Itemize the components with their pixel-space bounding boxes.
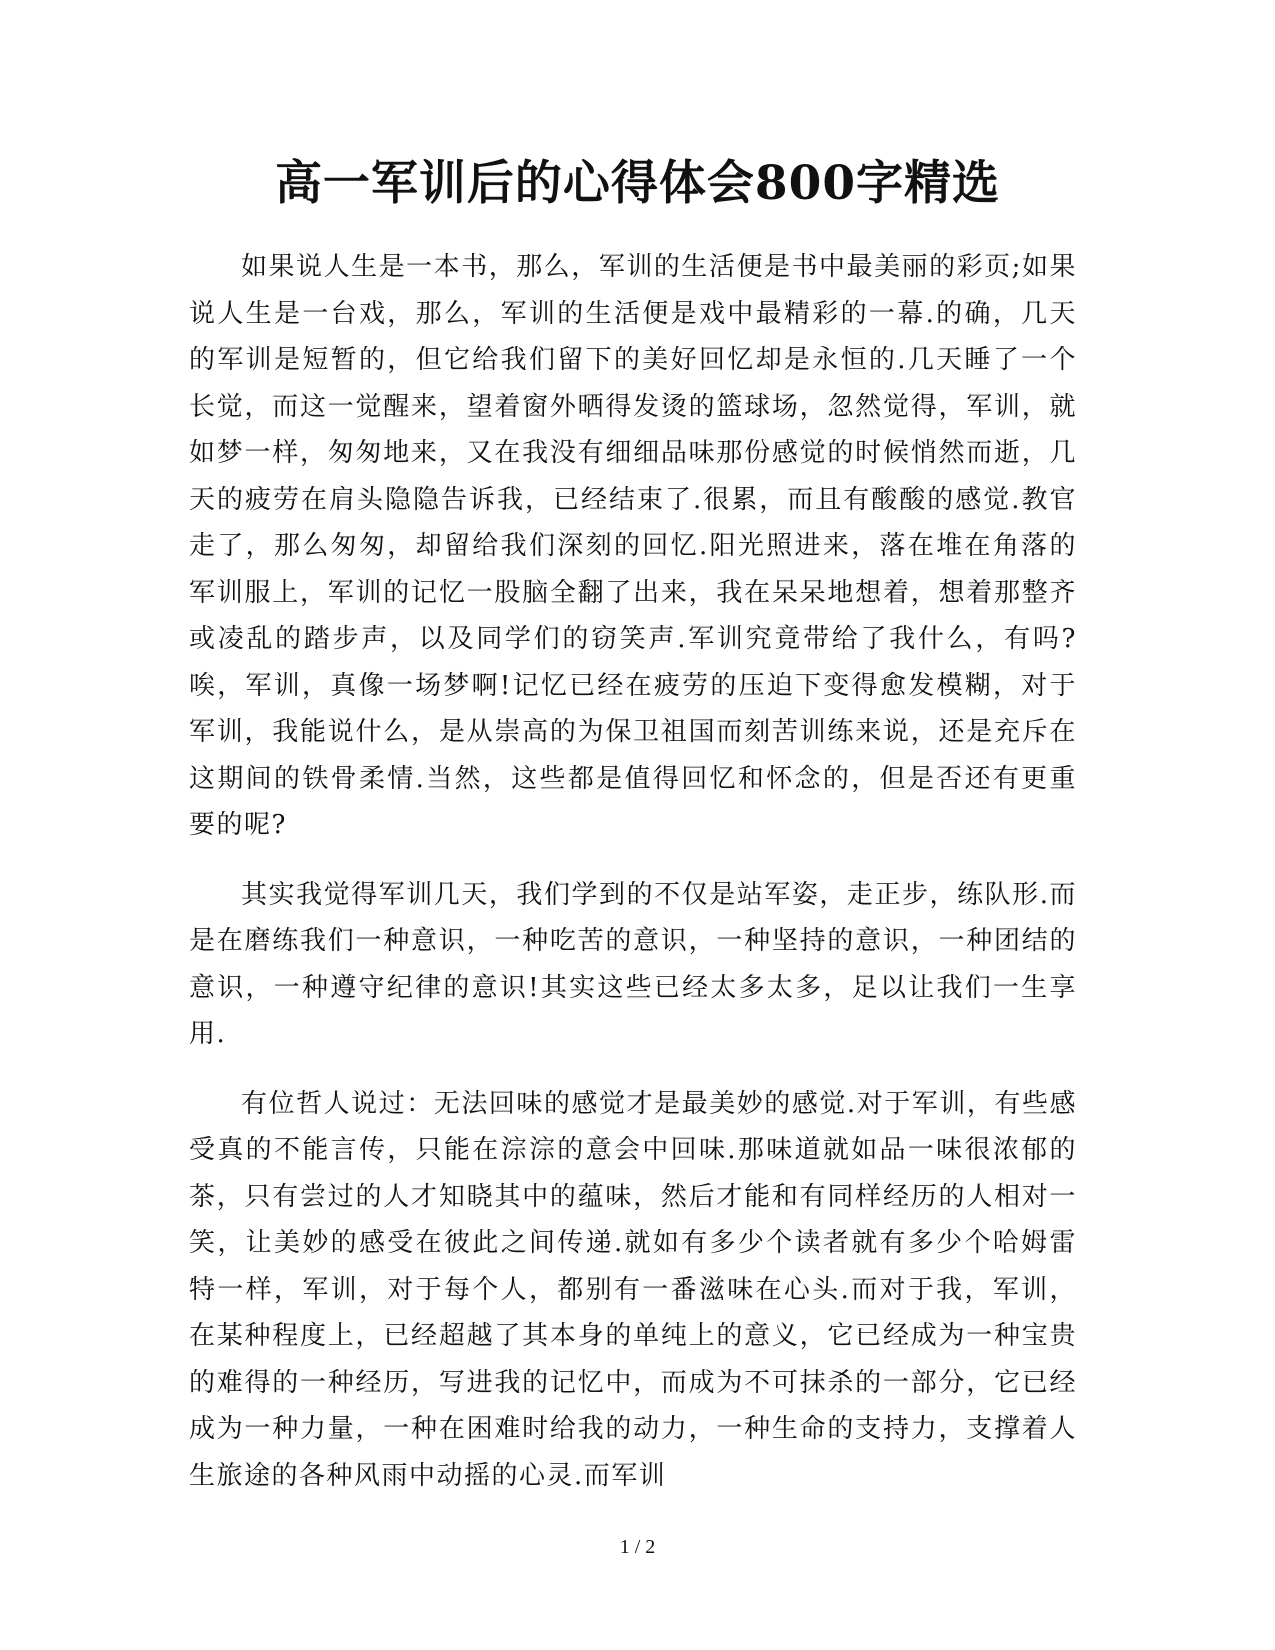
- document-body: [189, 244, 1077, 1522]
- paragraph-3: 有位哲人说过：无法回味的感觉才是最美妙的感觉.对于军训，有些感受真的不能言传，只能在淙淙的意会中回味.那味道就如品一味很浓郁的茶，只有尝过的人才知晓其中的蕴味，然后才能和有同样经历的人相对一笑，让美妙的感受在彼此之间传递.就如有多少个读者就有多少个哈姆雷特一样，军训，对于每个人，都别有一番滋味在心头.而对于我，军训，在某种程度上，已经超越了其本身的单纯上的意义，它已经成为一种宝贵的难得的一种经历，写进我的记忆中，而成为不可抹杀的一部分，它已经成为一种力量，一种在困难时给我的动力，一种生命的支持力，支撑着人生旅途的各种风雨中动摇的心灵.而军训: [189, 1088, 1077, 1491]
- paragraph-2: 其实我觉得军训几天，我们学到的不仅是站军姿，走正步，练队形.而是在磨练我们一种意识，一种吃苦的意识，一种坚持的意识，一种团结的意识，一种遵守纪律的意识!其实这些已经太多太多，足以让我们一生享用.: [189, 879, 1077, 1049]
- page-number: 1 / 2: [619, 1536, 656, 1558]
- document-title: 高一军训后的心得体会800字精选: [274, 156, 1001, 211]
- paragraph-1: 如果说人生是一本书，那么，军训的生活便是书中最美丽的彩页;如果说人生是一台戏，那么，军训的生活便是戏中最精彩的一幕.的确，几天的军训是短暂的，但它给我们留下的美好回忆却是永恒的.几天睡了一个长觉，而这一觉醒来，望着窗外晒得发烫的篮球场，忽然觉得，军训，就如梦一样，匆匆地来，又在我没有细细品味那份感觉的时候悄然而逝，几天的疲劳在肩头隐隐告诉我，已经结束了.很累，而且有酸酸的感觉.教官走了，那么匆匆，却留给我们深刻的回忆.阳光照进来，落在堆在角落的军训服上，军训的记忆一股脑全翻了出来，我在呆呆地想着，想着那整齐或凌乱的踏步声，以及同学们的窃笑声.军训究竟带给了我什么，有吗?唉，军训，真像一场梦啊!记忆已经在疲劳的压迫下变得愈发模糊，对于军训，我能说什么，是从崇高的为保卫祖国而刻苦训练来说，还是充斥在这期间的铁骨柔情.当然，这些都是值得回忆和怀念的，但是否还有更重要的呢?: [189, 252, 1077, 840]
